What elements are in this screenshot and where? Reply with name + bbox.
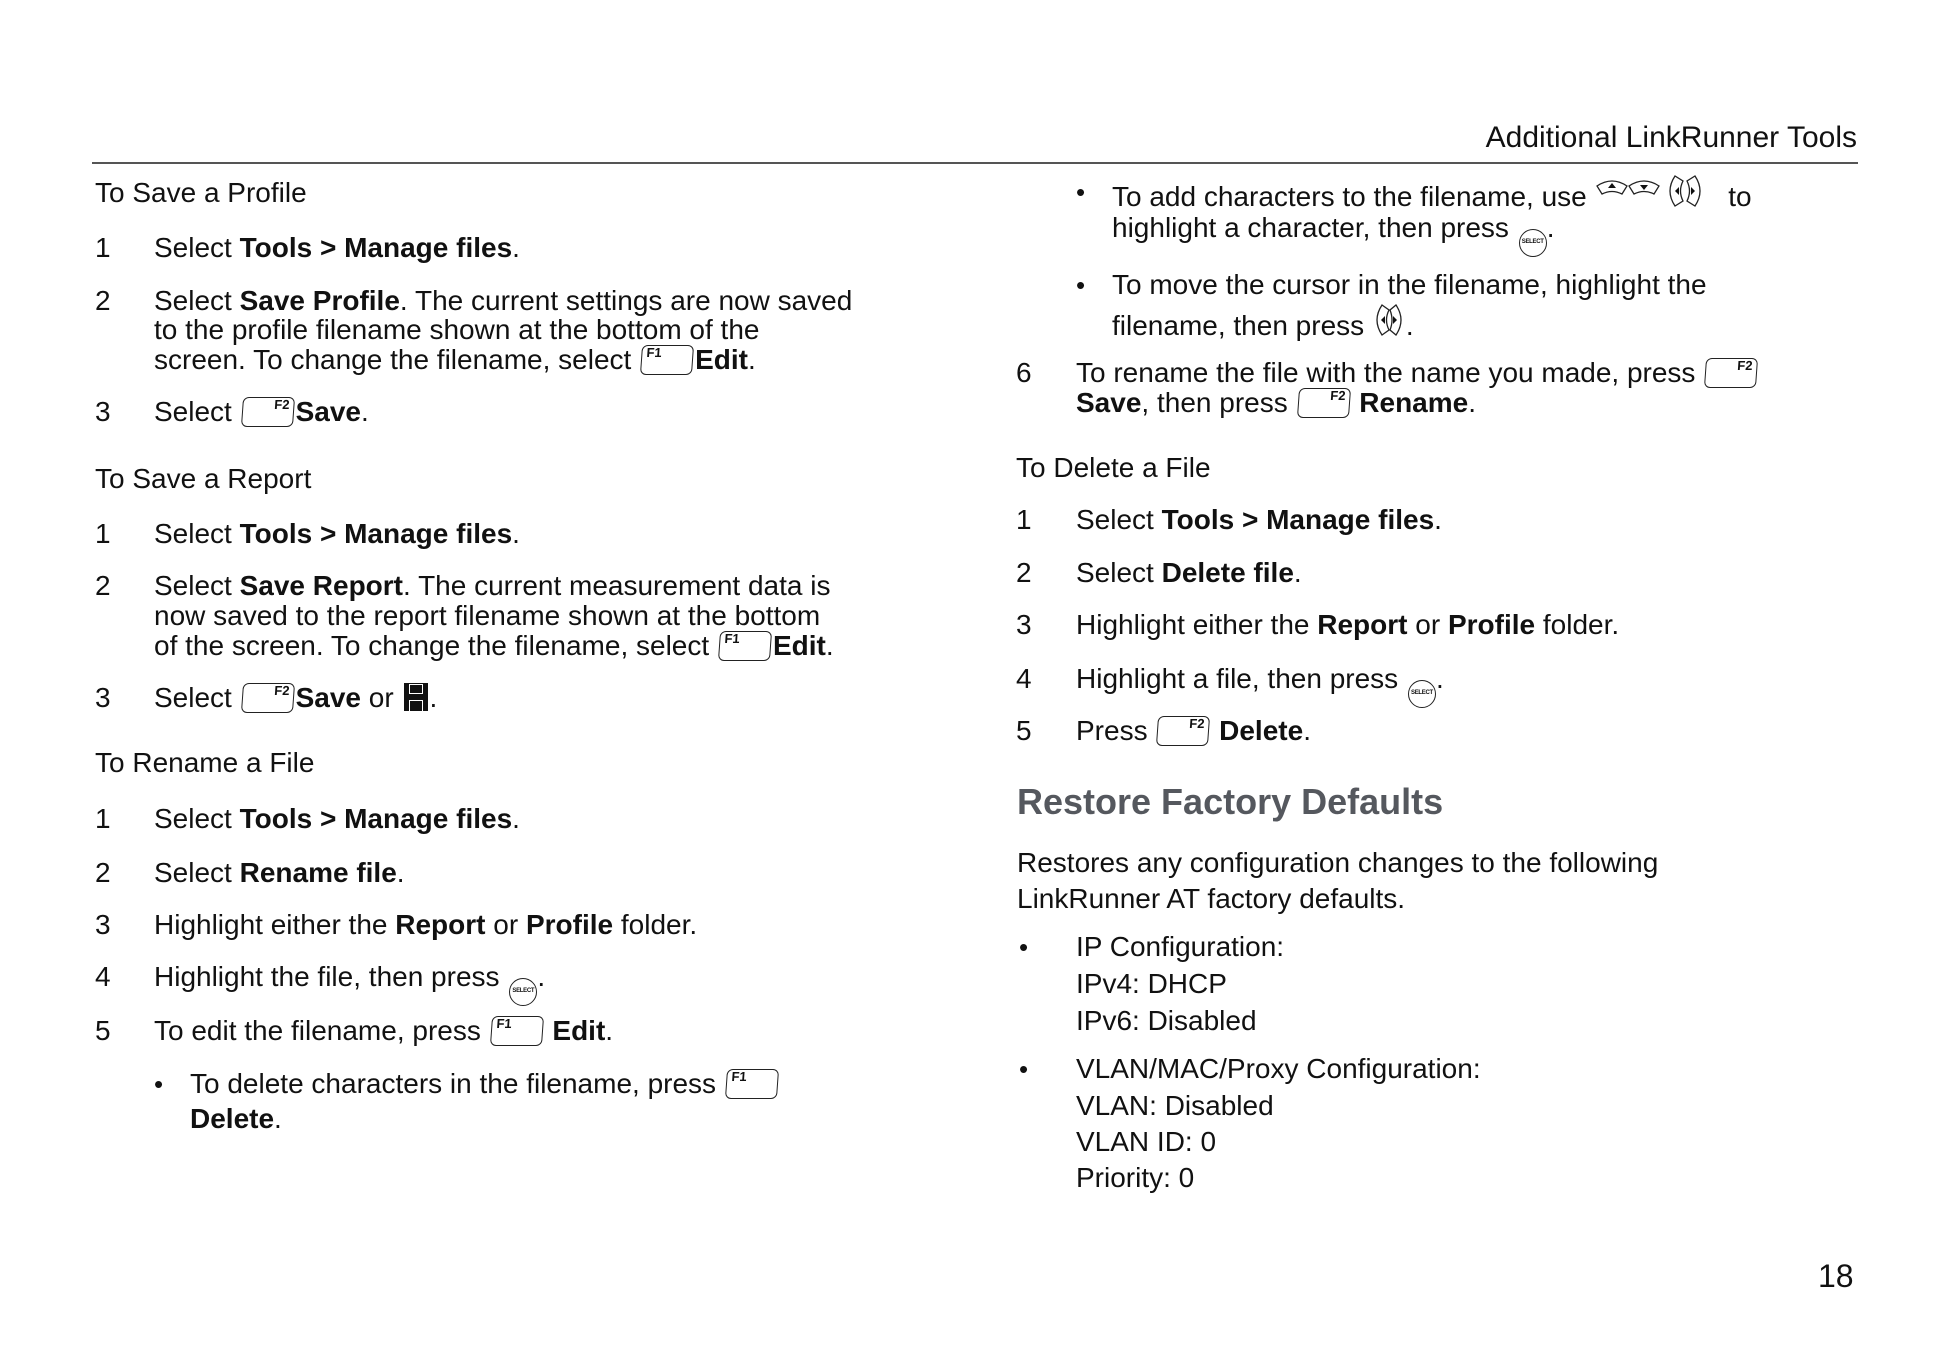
section-heading-save-report: To Save a Report: [95, 463, 312, 494]
step-text: Select F2 Save.: [154, 396, 369, 427]
bullet-text: To move the cursor in the filename, highlight the: [1112, 269, 1707, 300]
running-header: Additional LinkRunner Tools: [1485, 121, 1857, 154]
step-number: 3: [1016, 609, 1032, 640]
up-down-left-right-arrow-keys-icon: [1595, 174, 1721, 208]
step-number: 2: [1016, 557, 1032, 588]
restore-paragraph: Restores any configuration changes to the following: [1017, 847, 1659, 878]
step-number: 1: [95, 803, 111, 834]
step-text: Highlight either the Report or Profile folder.: [154, 909, 698, 940]
step-text: Select F2 Save or .: [154, 682, 438, 713]
section-heading-rename-file: To Rename a File: [95, 747, 315, 778]
restore-factory-defaults-heading: Restore Factory Defaults: [1017, 781, 1444, 822]
f1-key-icon: F1: [725, 1069, 779, 1099]
step-text-cont: now saved to the report filename shown at the bottom: [154, 600, 821, 631]
step-number: 6: [1016, 357, 1032, 388]
step-number: 2: [95, 285, 111, 316]
bullet-text-cont: filename, then press .: [1112, 303, 1414, 339]
step-text-cont: of the screen. To change the filename, select F1 Edit.: [154, 630, 834, 661]
page-number: 18: [1818, 1258, 1854, 1294]
step-text: Highlight the file, then press SELECT .: [154, 959, 545, 995]
ip-config-line: IPv4: DHCP: [1076, 968, 1227, 999]
step-number: 1: [1016, 504, 1032, 535]
bullet-text-cont: Delete.: [190, 1103, 282, 1134]
header-rule: [92, 162, 1858, 164]
bullet-text-cont: highlight a character, then press SELECT .: [1112, 210, 1554, 246]
f1-key-icon: F1: [640, 345, 694, 375]
step-text: Highlight either the Report or Profile folder.: [1076, 609, 1620, 640]
select-button-icon: SELECT: [1408, 680, 1436, 708]
vlan-config-title: VLAN/MAC/Proxy Configuration:: [1076, 1053, 1481, 1084]
f2-key-icon: F2: [1296, 388, 1350, 418]
step-text: Highlight a file, then press SELECT .: [1076, 661, 1444, 697]
bullet-text: To add characters to the filename, use to: [1112, 174, 1752, 210]
section-heading-save-profile: To Save a Profile: [95, 177, 307, 208]
f1-key-icon: F1: [490, 1016, 544, 1046]
section-heading-delete-file: To Delete a File: [1016, 452, 1211, 483]
bullet-dot: •: [154, 1069, 164, 1099]
step-text: To rename the file with the name you made, press F2: [1076, 355, 1759, 391]
f2-key-icon: F2: [241, 397, 295, 427]
step-number: 1: [95, 232, 111, 263]
step-text: Select Tools > Manage files.: [154, 518, 520, 549]
step-text: Press F2 Delete.: [1076, 715, 1311, 746]
ip-config-title: IP Configuration:: [1076, 931, 1285, 962]
bullet-text: To delete characters in the filename, press F1: [190, 1066, 780, 1102]
step-text: To edit the filename, press F1 Edit.: [154, 1015, 614, 1046]
step-number: 1: [95, 518, 111, 549]
step-text-cont: Save, then press F2 Rename.: [1076, 387, 1476, 418]
bullet-dot: •: [1076, 177, 1086, 207]
f2-key-icon: F2: [1704, 358, 1758, 388]
step-number: 4: [95, 961, 111, 992]
vlan-config-line: VLAN: Disabled: [1076, 1090, 1274, 1121]
restore-paragraph-cont: LinkRunner AT factory defaults.: [1017, 883, 1406, 914]
step-number: 5: [1016, 715, 1032, 746]
left-right-arrow-keys-icon: [1372, 303, 1406, 337]
step-text: Select Tools > Manage files.: [154, 803, 520, 834]
step-text-cont: screen. To change the filename, select F1 Edit.: [154, 344, 756, 375]
f1-key-icon: F1: [718, 631, 772, 661]
select-button-icon: SELECT: [1519, 229, 1547, 257]
step-text: Select Save Profile. The current settings are now saved: [154, 285, 853, 316]
step-number: 3: [95, 682, 111, 713]
step-number: 3: [95, 909, 111, 940]
step-number: 5: [95, 1015, 111, 1046]
bullet-dot: •: [1076, 270, 1086, 300]
floppy-disk-save-icon: [403, 682, 429, 712]
f2-key-icon: F2: [241, 683, 295, 713]
step-number: 4: [1016, 663, 1032, 694]
step-text: Select Tools > Manage files.: [1076, 504, 1442, 535]
step-text-cont: to the profile filename shown at the bottom of the: [154, 314, 760, 345]
step-text: Select Save Report. The current measurement data is: [154, 570, 831, 601]
f2-key-icon: F2: [1156, 716, 1210, 746]
step-number: 3: [95, 396, 111, 427]
bullet-dot: •: [1019, 1054, 1029, 1084]
ip-config-line: IPv6: Disabled: [1076, 1005, 1257, 1036]
step-number: 2: [95, 857, 111, 888]
step-number: 2: [95, 570, 111, 601]
step-text: Select Rename file.: [154, 857, 405, 888]
vlan-config-line: VLAN ID: 0: [1076, 1126, 1217, 1157]
select-button-icon: SELECT: [509, 978, 537, 1006]
step-text: Select Delete file.: [1076, 557, 1302, 588]
vlan-config-line: Priority: 0: [1076, 1162, 1195, 1193]
step-text: Select Tools > Manage files.: [154, 232, 520, 263]
bullet-dot: •: [1019, 932, 1029, 962]
